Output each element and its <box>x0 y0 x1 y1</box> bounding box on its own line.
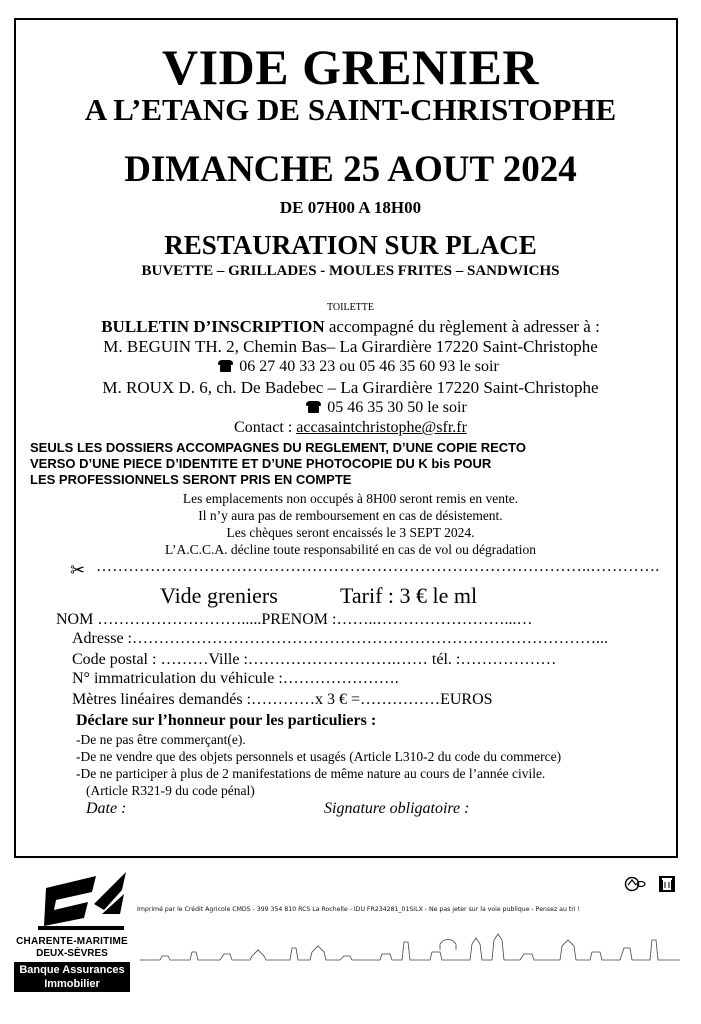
declaration-heading: Déclare sur l’honneur pour les particuliers : <box>76 712 377 729</box>
event-hours: DE 07H00 A 18H00 <box>279 198 422 217</box>
contact2-address: M. ROUX D. 6, ch. De Badebec – La Girardière 17220 Saint-Christophe <box>102 378 599 397</box>
trash-icon <box>658 875 676 893</box>
declaration-2: -De ne vendre que des objets personnels et usagés (Article L310-2 du code du commerce) <box>76 749 562 764</box>
phone-icon <box>306 401 321 413</box>
note-2: Il n’y aura pas de remboursement en cas de désistement. <box>198 508 503 523</box>
logo-region-2: DEUX-SÈVRES <box>36 948 108 959</box>
phone-icon <box>218 360 233 372</box>
contact2-phone: 05 46 35 30 50 le soir <box>327 399 467 416</box>
code-postal-ville-tel-field[interactable]: Code postal : ………Ville :……………………….…… tél. :……………… <box>72 651 557 668</box>
signature-field[interactable]: Signature obligatoire : <box>324 800 470 817</box>
declaration-3: -De ne participer à plus de 2 manifestations de même nature au cours de l’année civile. <box>76 766 546 781</box>
contact2-phone-row <box>0 399 701 417</box>
note-1: Les emplacements non occupés à 8H00 seront remis en vente. <box>182 491 519 506</box>
warning-line-3: LES PROFESSIONNELS SERONT PRIS EN COMPTE <box>30 472 352 487</box>
recycle-icon <box>624 876 646 892</box>
poster-subtitle: A L’ETANG DE SAINT-CHRISTOPHE <box>84 92 617 127</box>
scissors-icon: ✂ <box>70 560 86 580</box>
date-field[interactable]: Date : <box>86 800 127 817</box>
contact1-phone-row <box>0 358 701 376</box>
cut-line: ………………………………………………………………………………..…………. <box>96 558 660 575</box>
logo-tagline-1: Banque Assurances <box>19 964 125 976</box>
logo-tagline-2: Immobilier <box>44 978 100 990</box>
bulletin-rest: accompagné du règlement à adresser à : <box>324 317 600 336</box>
logo-region-1: CHARENTE-MARITIME <box>16 936 128 947</box>
adresse-field[interactable]: Adresse :……………………………………………………………………………... <box>72 630 608 647</box>
metres-lineaires-field[interactable]: Mètres linéaires demandés :…………x 3 € =……………EUROS <box>72 691 493 708</box>
immatriculation-field[interactable]: N° immatriculation du véhicule :…………………. <box>72 670 399 687</box>
contact-row <box>0 419 701 437</box>
contact-label: Contact : <box>234 419 297 436</box>
contact1-phone: 06 27 40 33 23 ou 05 46 35 60 93 le soir <box>239 358 499 375</box>
restauration-heading: RESTAURATION SUR PLACE <box>164 230 537 260</box>
imprint-text: Imprimé par le Crédit Agricole CMDS - 399 354 810 RCS La Rochelle - IDU FR234281_01SILX - Ne pas jeter sur la voie publique - Pensez au tri ! <box>137 906 580 913</box>
note-4: L’A.C.C.A. décline toute responsabilité en cas de vol ou dégradation <box>164 542 537 557</box>
food-menu: BUVETTE – GRILLADES - MOULES FRITES – SANDWICHS <box>141 263 560 279</box>
form-tarif: Tarif : 3 € le ml <box>340 583 478 608</box>
warning-line-1: SEULS LES DOSSIERS ACCOMPAGNES DU REGLEMENT, D’UNE COPIE RECTO <box>30 440 526 455</box>
nom-prenom-field[interactable]: NOM ……………………….....PRENOM :……..……………………...… <box>56 611 533 628</box>
declaration-4: (Article R321-9 du code pénal) <box>86 783 255 798</box>
note-3: Les chèques seront encaissés le 3 SEPT 2024. <box>226 525 475 540</box>
logo-tagline-box <box>14 962 130 992</box>
city-skyline-illustration <box>140 930 680 964</box>
form-heading: Vide greniers <box>160 583 278 608</box>
bulletin-bold: BULLETIN D’INSCRIPTION <box>101 317 325 336</box>
event-date: DIMANCHE 25 AOUT 2024 <box>124 149 577 190</box>
credit-agricole-logo <box>34 870 130 936</box>
declaration-1: -De ne pas être commerçant(e). <box>76 732 246 747</box>
contact-email-link[interactable]: accasaintchristophe@sfr.fr <box>296 419 467 436</box>
toilette-label: TOILETTE <box>326 302 375 313</box>
bulletin-line <box>0 317 701 337</box>
poster-title: VIDE GRENIER <box>162 39 539 95</box>
warning-line-2: VERSO D’UNE PIECE D’IDENTITE ET D’UNE PHOTOCOPIE DU K bis POUR <box>30 456 492 471</box>
contact1-address: M. BEGUIN TH. 2, Chemin Bas– La Girardière 17220 Saint-Christophe <box>103 337 598 356</box>
